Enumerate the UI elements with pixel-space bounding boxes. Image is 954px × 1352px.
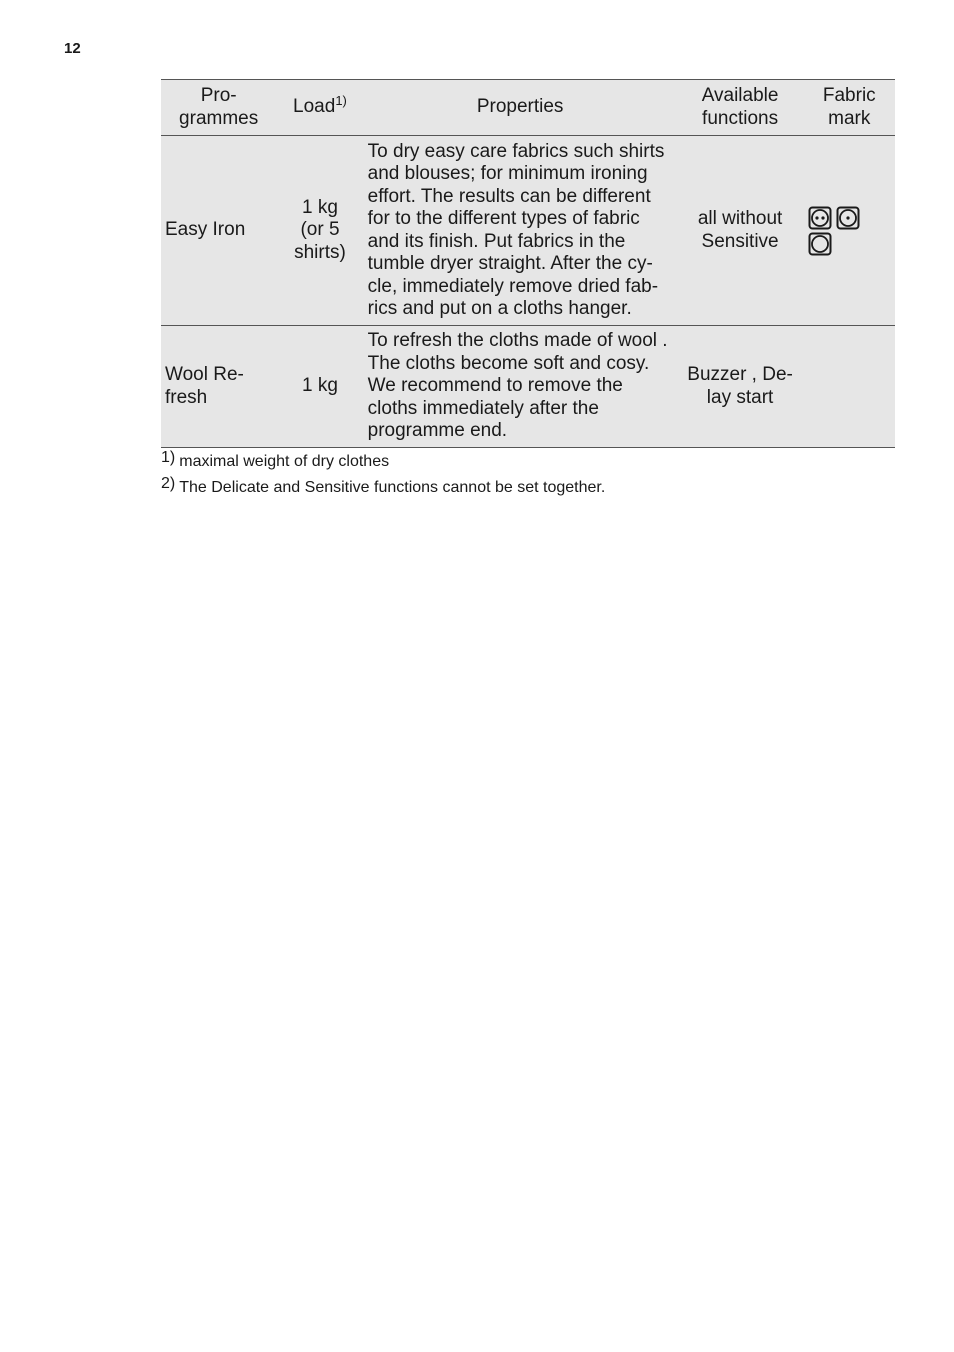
header-load: [276, 80, 363, 136]
tumble-dry-low-heat-icon: [836, 206, 860, 230]
programme-properties: To refresh the cloths made of wool . The cloths become soft and cosy. We recommend to remove the cloths immediately after the programme end.: [364, 326, 677, 448]
page-number: 12: [64, 40, 81, 57]
footnote-ref-1: 1): [335, 93, 347, 109]
footnote-text: maximal weight of dry clothes: [179, 453, 390, 470]
table-row-wool-refresh: [161, 326, 895, 448]
fabric-mark-cell: [804, 136, 895, 326]
programme-functions: all without Sensitive: [677, 136, 804, 326]
programme-properties: To dry easy care fabrics such shirts and blouses; for minimum ironing effort. The results can be different for to the different types of fabric and its finish. Put fabrics in the tumble dryer straight. After the cy-cle, immediately remove dried fab-rics and put on a cloths hanger.: [364, 136, 677, 326]
header-fabric-mark: Fabric mark: [804, 80, 895, 136]
footnote-1: [161, 449, 605, 472]
header-properties: Properties: [364, 80, 677, 136]
table-row-easy-iron: [161, 136, 895, 326]
table-header-row: [161, 80, 895, 136]
programme-load: 1 kg: [276, 326, 363, 448]
footnote-mark: 1): [161, 449, 176, 466]
tumble-dry-icon: [808, 232, 832, 256]
footnote-mark: 2): [161, 475, 176, 492]
footnote-2: [161, 475, 606, 498]
programme-load: 1 kg (or 5 shirts): [276, 136, 363, 326]
header-available-functions: Available functions: [677, 80, 804, 136]
tumble-dry-normal-heat-icon: [808, 206, 832, 230]
programme-name: Easy Iron: [161, 136, 276, 326]
header-programmes: Pro- grammes: [161, 80, 276, 136]
header-load-label: Load: [293, 96, 336, 118]
footnote-text: The Delicate and Sensitive functions cannot be set together.: [179, 479, 606, 496]
footnotes: [161, 449, 606, 504]
fabric-mark-cell: [804, 326, 895, 448]
programme-functions: Buzzer , De- lay start: [677, 326, 804, 448]
programme-name: Wool Re- fresh: [161, 326, 276, 448]
programmes-table: [161, 79, 895, 448]
